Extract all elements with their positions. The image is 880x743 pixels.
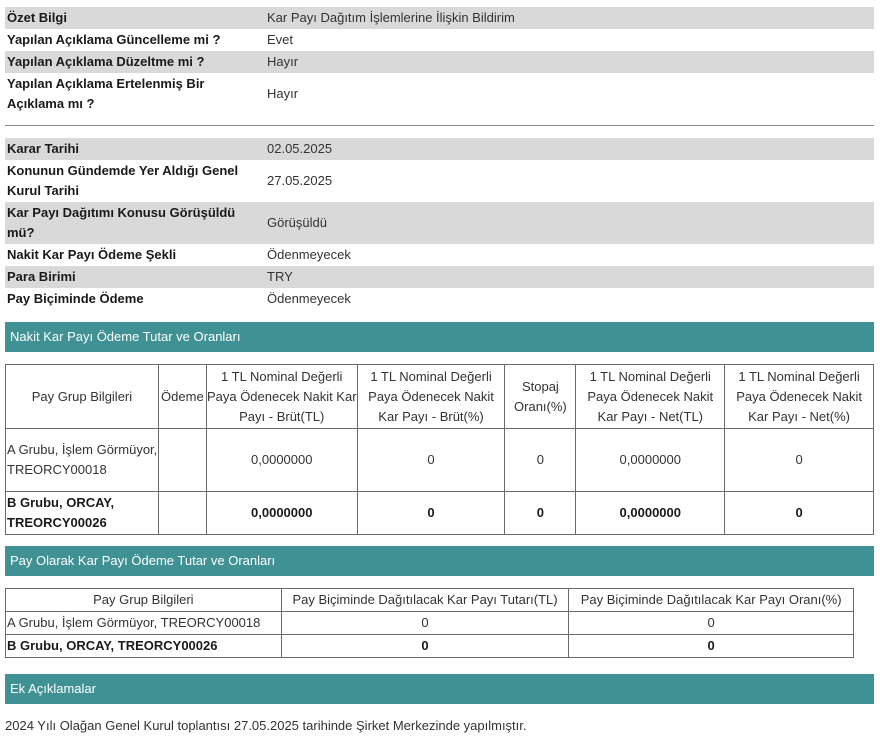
row-value: TRY bbox=[267, 269, 293, 284]
decision-table bbox=[5, 138, 874, 310]
net-tl-cell: 0,0000000 bbox=[576, 492, 725, 535]
group-cell: A Grubu, İşlem Görmüyor, TREORCY00018 bbox=[6, 429, 159, 492]
group-cell: B Grubu, ORCAY, TREORCY00026 bbox=[6, 635, 282, 658]
net-tl-cell: 0,0000000 bbox=[576, 429, 725, 492]
column-header: 1 TL Nominal Değerli Paya Ödenecek Nakit Kar Payı - Brüt(TL) bbox=[206, 365, 357, 429]
amount-cell: 0 bbox=[281, 612, 569, 635]
column-header: Pay Grup Bilgileri bbox=[6, 589, 282, 612]
column-header: Pay Grup Bilgileri bbox=[6, 365, 159, 429]
decision-row bbox=[5, 266, 874, 288]
decision-row bbox=[5, 138, 874, 160]
row-value: 27.05.2025 bbox=[267, 173, 333, 188]
summary-row bbox=[5, 7, 874, 29]
summary-row bbox=[5, 73, 874, 115]
table-row bbox=[6, 635, 854, 658]
table-row bbox=[6, 612, 854, 635]
row-label: Pay Biçiminde Ödeme bbox=[7, 291, 144, 306]
row-value: Evet bbox=[267, 32, 294, 47]
group-cell: B Grubu, ORCAY, TREORCY00026 bbox=[6, 492, 159, 535]
decision-row bbox=[5, 202, 874, 244]
column-header: Pay Biçiminde Dağıtılacak Kar Payı Oranı(%) bbox=[569, 589, 854, 612]
summary-row bbox=[5, 29, 874, 51]
withholding-cell: 0 bbox=[505, 492, 576, 535]
table-row bbox=[6, 492, 874, 535]
notes-text: 2024 Yılı Olağan Genel Kurul toplantısı 27.05.2025 tarihinde Şirket Merkezinde yapılmıştır. bbox=[5, 718, 527, 733]
share-section-header: Pay Olarak Kar Payı Ödeme Tutar ve Oranları bbox=[5, 546, 874, 576]
row-value: Hayır bbox=[267, 86, 299, 101]
row-value: Kar Payı Dağıtım İşlemlerine İlişkin Bildirim bbox=[267, 10, 515, 25]
row-value: Görüşüldü bbox=[267, 215, 327, 230]
cash-section-header: Nakit Kar Payı Ödeme Tutar ve Oranları bbox=[5, 322, 874, 352]
row-label: Yapılan Açıklama Düzeltme mi ? bbox=[7, 54, 205, 69]
column-header: 1 TL Nominal Değerli Paya Ödenecek Nakit Kar Payı - Net(TL) bbox=[576, 365, 725, 429]
payment-cell bbox=[158, 492, 206, 535]
ratio-cell: 0 bbox=[569, 612, 854, 635]
row-value: Ödenmeyecek bbox=[267, 247, 351, 262]
cash-dividend-table bbox=[5, 364, 874, 535]
section-divider bbox=[5, 125, 874, 126]
row-value: Ödenmeyecek bbox=[267, 291, 351, 306]
gross-pct-cell: 0 bbox=[357, 492, 505, 535]
row-label: Yapılan Açıklama Güncelleme mi ? bbox=[7, 32, 221, 47]
notes-section-header: Ek Açıklamalar bbox=[5, 674, 874, 704]
table-header-row bbox=[6, 589, 854, 612]
column-header: 1 TL Nominal Değerli Paya Ödenecek Nakit Kar Payı - Net(%) bbox=[725, 365, 874, 429]
row-label: Para Birimi bbox=[7, 269, 76, 284]
net-pct-cell: 0 bbox=[725, 429, 874, 492]
share-dividend-table bbox=[5, 588, 854, 658]
decision-row bbox=[5, 160, 874, 202]
row-label: Konunun Gündemde Yer Aldığı Genel Kurul Tarihi bbox=[7, 163, 239, 198]
table-row bbox=[6, 429, 874, 492]
amount-cell: 0 bbox=[281, 635, 569, 658]
row-label: Nakit Kar Payı Ödeme Şekli bbox=[7, 247, 177, 262]
row-label: Yapılan Açıklama Ertelenmiş Bir Açıklama mı ? bbox=[7, 76, 205, 111]
row-label: Kar Payı Dağıtımı Konusu Görüşüldü mü? bbox=[7, 205, 236, 240]
gross-pct-cell: 0 bbox=[357, 429, 505, 492]
summary-row bbox=[5, 51, 874, 73]
gross-tl-cell: 0,0000000 bbox=[206, 492, 357, 535]
payment-cell bbox=[158, 429, 206, 492]
summary-table bbox=[5, 7, 874, 115]
column-header: Ödeme bbox=[158, 365, 206, 429]
row-label: Karar Tarihi bbox=[7, 141, 80, 156]
column-header: Stopaj Oranı(%) bbox=[505, 365, 576, 429]
group-cell: A Grubu, İşlem Görmüyor, TREORCY00018 bbox=[6, 612, 282, 635]
decision-row bbox=[5, 288, 874, 310]
net-pct-cell: 0 bbox=[725, 492, 874, 535]
ratio-cell: 0 bbox=[569, 635, 854, 658]
row-value: Hayır bbox=[267, 54, 299, 69]
column-header: Pay Biçiminde Dağıtılacak Kar Payı Tutarı(TL) bbox=[281, 589, 569, 612]
decision-row bbox=[5, 244, 874, 266]
row-label: Özet Bilgi bbox=[7, 10, 67, 25]
table-header-row bbox=[6, 365, 874, 429]
withholding-cell: 0 bbox=[505, 429, 576, 492]
gross-tl-cell: 0,0000000 bbox=[206, 429, 357, 492]
column-header: 1 TL Nominal Değerli Paya Ödenecek Nakit Kar Payı - Brüt(%) bbox=[357, 365, 505, 429]
row-value: 02.05.2025 bbox=[267, 141, 333, 156]
